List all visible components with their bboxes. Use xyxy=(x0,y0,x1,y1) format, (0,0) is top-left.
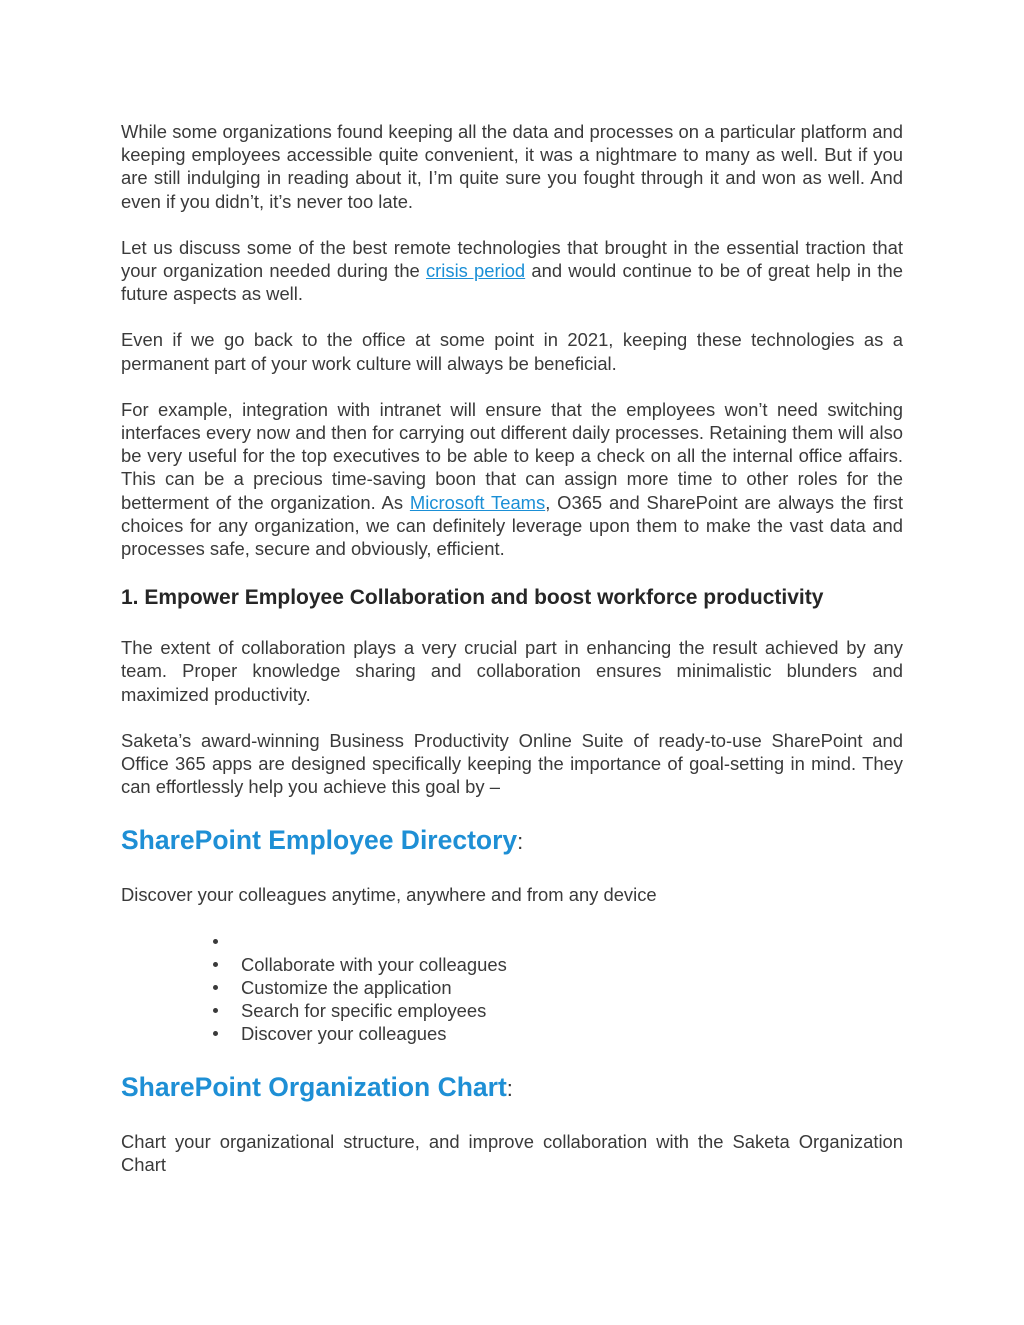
bullet-icon xyxy=(213,1008,218,1013)
crisis-period-link[interactable]: crisis period xyxy=(425,260,526,282)
employee-directory-title: SharePoint Employee Directory xyxy=(121,825,518,856)
list-item-text: Discover your colleagues xyxy=(241,1023,447,1045)
bullet-icon xyxy=(213,939,218,944)
section-heading-collaboration: 1. Empower Employee Collaboration and boost workforce productivity xyxy=(121,586,824,610)
employee-directory-heading xyxy=(121,821,903,861)
organization-chart-heading xyxy=(121,1068,903,1108)
example-text-start: For example, integration with intranet will ensure that the employees won’t need switching interfaces every now and then for carrying out different daily processes. Retaining them will also be very useful for the top executives to be able to keep a check on all the internal office affairs. This can be a precious time-saving boon that can assign more time to other roles for the betterment of the organization. As xyxy=(121,398,903,513)
microsoft-teams-link[interactable]: Microsoft Teams xyxy=(409,491,546,513)
office-paragraph: Even if we go back to the office at some point in 2021, keeping these technologies as a permanent part of your work culture will always be beneficial. xyxy=(121,329,903,374)
list-item xyxy=(213,1022,903,1045)
list-item xyxy=(213,999,903,1022)
remote-tech-text-start: Let us discuss some of the best remote technologies that brought in the essential traction that your organization needed during the xyxy=(121,236,903,282)
employee-directory-colon: : xyxy=(517,829,524,855)
list-item xyxy=(213,930,903,953)
organization-chart-title: SharePoint Organization Chart xyxy=(121,1071,507,1102)
example-paragraph xyxy=(121,398,903,560)
list-item xyxy=(213,976,903,999)
organization-chart-colon: : xyxy=(506,1075,513,1101)
collaboration-paragraph: The extent of collaboration plays a very crucial part in enhancing the result achieved by any team. Proper knowledge sharing and collaboration ensures minimalistic blunders and maximized productivity. xyxy=(121,637,903,705)
list-item-text: Collaborate with your colleagues xyxy=(241,953,507,975)
intro-paragraph: While some organizations found keeping all the data and processes on a particular platform and keeping employees accessible quite convenient, it was a nightmare to many as well. But if you are still indulging in reading about it, I’m quite sure you fought through it and won as well. And even if you didn’t, it’s never too late. xyxy=(121,121,903,212)
employee-directory-features-list xyxy=(121,930,903,1046)
employee-directory-description: Discover your colleagues anytime, anywhere and from any device xyxy=(121,884,657,906)
bullet-icon xyxy=(213,1031,218,1036)
document-page xyxy=(121,120,903,1199)
example-text-end: , O365 and SharePoint are always the first choices for any organization, we can definitely leverage upon them to make the vast data and processes safe, secure and obviously, efficient. xyxy=(121,491,903,560)
bullet-icon xyxy=(213,985,218,990)
list-item-text: Customize the application xyxy=(241,977,452,999)
remote-tech-paragraph xyxy=(121,236,903,306)
saketa-suite-paragraph: Saketa’s award-winning Business Productivity Online Suite of ready-to-use SharePoint and Office 365 apps are designed specifically keeping the importance of goal-setting in mind. They can effortlessly help you achieve this goal by – xyxy=(121,729,903,798)
list-item-text: Search for specific employees xyxy=(241,1000,487,1022)
organization-chart-description: Chart your organizational structure, and improve collaboration with the Saketa Organization Chart xyxy=(121,1130,903,1175)
remote-tech-text-end: and would continue to be of great help in the future aspects as well. xyxy=(121,260,904,305)
bullet-icon xyxy=(213,962,218,967)
list-item xyxy=(213,953,903,976)
